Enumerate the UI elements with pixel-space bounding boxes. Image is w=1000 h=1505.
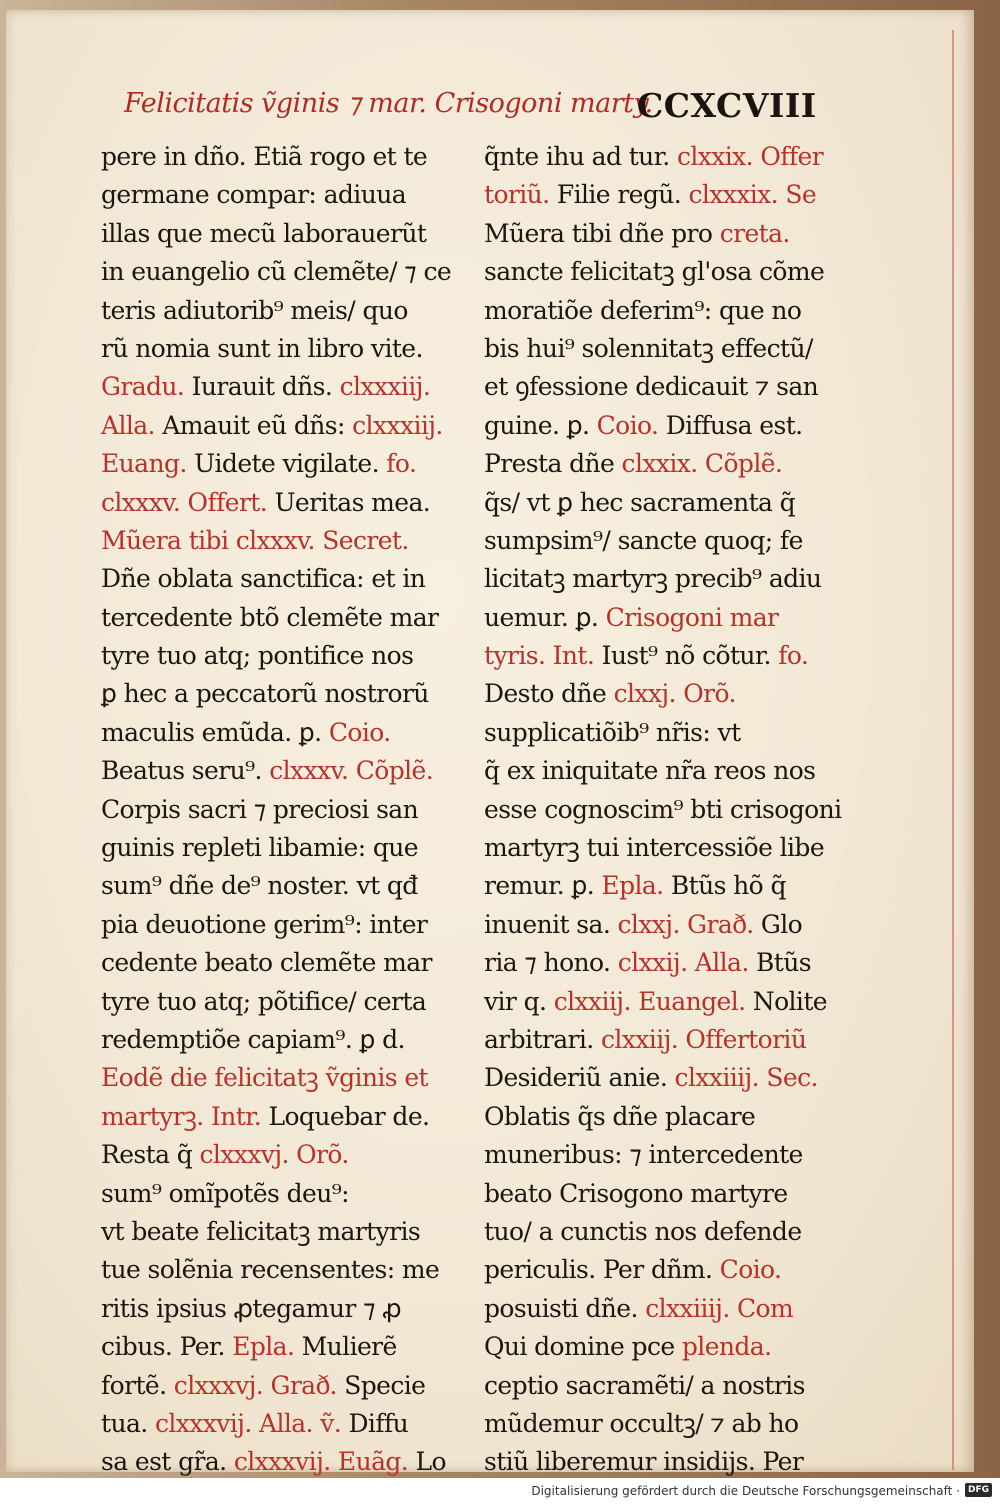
- folio-number: CCXCVIII: [637, 86, 817, 125]
- body-text: Nolite: [745, 986, 827, 1016]
- rubric-text: fo.: [778, 641, 809, 671]
- rubric-text: clxxxv. Offert.: [101, 487, 268, 517]
- body-text: ria ⁊ hono.: [484, 948, 618, 978]
- text-line: [101, 599, 441, 637]
- text-line: [484, 829, 824, 867]
- text-line: [101, 1213, 441, 1251]
- body-text: teris adiutorib⁹ meis/ quo: [101, 295, 408, 325]
- body-text: tue solẽnia recensentes: me: [101, 1255, 440, 1285]
- text-line: [101, 176, 441, 214]
- page-header: [124, 86, 824, 136]
- body-text: et ꝯfessione dedicauit ⁊ san: [484, 372, 819, 402]
- text-line: [101, 1251, 441, 1289]
- body-text: Mũera tibi dñe pro: [484, 218, 720, 248]
- body-text: tercedente btõ clemẽte mar: [101, 602, 439, 632]
- body-text: vt beate felicitatꝫ martyris: [101, 1216, 421, 1246]
- text-line: [484, 1059, 824, 1097]
- body-text: remur. ꝑ.: [484, 871, 602, 901]
- body-text: redemptiõe capiam⁹. ꝑ d.: [101, 1024, 405, 1054]
- text-line: [101, 983, 441, 1021]
- body-text: arbitrari.: [484, 1024, 601, 1054]
- rubric-text: Coio.: [596, 410, 659, 440]
- rubric-text: clxxiiij. Sec.: [674, 1063, 818, 1093]
- text-line: [101, 1367, 441, 1405]
- text-line: [101, 1136, 441, 1174]
- body-text: muneribus: ⁊ intercedente: [484, 1140, 803, 1170]
- body-text: q̃s/ vt ꝑ hec sacramenta q̃: [484, 487, 796, 517]
- body-text: Dñe oblata sanctifica: et in: [101, 564, 426, 594]
- text-line: [101, 445, 441, 483]
- text-line: [484, 560, 824, 598]
- rubric-text: clxxiij. Euangel.: [553, 986, 746, 1016]
- body-text: Amauit eũ dñs:: [154, 410, 353, 440]
- rubric-text: toriũ.: [484, 180, 550, 210]
- text-line: [484, 714, 824, 752]
- body-text: Ueritas mea.: [267, 487, 431, 517]
- body-text: Diffusa est.: [658, 410, 803, 440]
- body-text: Glo: [753, 909, 803, 939]
- text-line: [101, 407, 441, 445]
- body-text: martyrꝫ tui intercessiõe libe: [484, 833, 825, 863]
- footer-credit: Digitalisierung gefördert durch die Deutsche Forschungsgemeinschaft ·: [531, 1484, 960, 1498]
- text-line: [101, 330, 441, 368]
- text-line: [484, 253, 824, 291]
- text-line: [101, 791, 441, 829]
- text-line: [484, 599, 824, 637]
- text-line: [101, 944, 441, 982]
- text-line: [101, 1443, 446, 1481]
- rubric-text: clxxj. Orõ.: [613, 679, 736, 709]
- text-line: [101, 906, 441, 944]
- body-text: licitatꝫ martyrꝫ precib⁹ adiu: [484, 564, 822, 594]
- text-line: [484, 1136, 824, 1174]
- rubric-text: martyrꝫ. Intr.: [101, 1101, 262, 1131]
- body-text: Iust⁹ nõ cõtur.: [594, 641, 779, 671]
- body-text: tyre tuo atq; pontifice nos: [101, 641, 414, 671]
- body-text: q̃ ex iniquitate nr̃a reos nos: [484, 756, 816, 786]
- rubric-text: Epla.: [232, 1332, 295, 1362]
- rubric-text: clxxij. Alla.: [617, 948, 749, 978]
- text-line: [101, 1290, 441, 1328]
- body-text: q̃nte ihu ad tur.: [484, 142, 677, 171]
- body-text: Mulierẽ: [294, 1332, 397, 1362]
- text-line: [484, 368, 824, 406]
- body-text: pia deuotione gerim⁹: inter: [101, 909, 428, 939]
- body-text: sancte felicitatꝫ gl'osa cõme: [484, 257, 825, 287]
- text-line: [101, 560, 441, 598]
- text-line: [101, 138, 441, 176]
- rubric-text: clxxxvij. Euãg.: [233, 1447, 409, 1477]
- body-text: tuo/ a cunctis nos defende: [484, 1216, 802, 1246]
- body-text: ritis ipsius ꝓtegamur ⁊ ꝓ: [101, 1293, 402, 1323]
- text-line: [101, 215, 441, 253]
- body-text: moratiõe deferim⁹: que no: [484, 295, 802, 325]
- body-text: tua.: [101, 1408, 155, 1438]
- body-text: ceptio sacramẽti/ a nostris: [484, 1370, 805, 1400]
- body-text: vir q.: [484, 986, 554, 1016]
- rubric-text: clxxxvj. Orõ.: [199, 1140, 349, 1170]
- body-text: pere in dño. Etiã rogo et te: [101, 142, 428, 171]
- body-text: Corpis sacri ⁊ preciosi san: [101, 794, 419, 824]
- body-text: bis hui⁹ solennitatꝫ effectũ/: [484, 333, 813, 363]
- text-line: [484, 1367, 824, 1405]
- body-text: supplicatiõib⁹ nr̃is: vt: [484, 717, 741, 747]
- rubric-text: Mũera tibi: [101, 525, 236, 555]
- text-line: [484, 983, 827, 1021]
- text-line: [101, 675, 441, 713]
- body-text: Uidete vigilate.: [186, 449, 387, 479]
- text-line: [484, 1443, 824, 1481]
- text-line: [484, 484, 824, 522]
- rubric-text: clxxiij. Offertoriũ: [601, 1024, 807, 1054]
- rubric-text: clxxxv. Secret.: [235, 525, 409, 555]
- footer: [0, 1478, 1000, 1505]
- text-line: [101, 368, 441, 406]
- text-line: [101, 714, 441, 752]
- rubric-text: clxxxix. Se: [688, 180, 817, 210]
- rubric-text: creta.: [719, 218, 790, 248]
- dfg-logo-icon: DFG: [965, 1483, 992, 1497]
- text-line: [484, 1175, 824, 1213]
- body-text: Loquebar de.: [261, 1101, 430, 1131]
- body-text: Filie regũ.: [549, 180, 689, 210]
- rubric-text: Eodẽ die felicitatꝫ ṽginis et: [101, 1063, 428, 1093]
- rubric-text: Gradu.: [101, 372, 185, 402]
- text-line: [101, 484, 441, 522]
- body-text: germane compar: adiuua: [101, 180, 407, 210]
- rubric-text: plenda.: [674, 1332, 772, 1362]
- body-text: illas que mecũ laborauerũt: [101, 218, 427, 248]
- rubric-text: Epla.: [601, 871, 664, 901]
- body-text: Specie: [336, 1370, 426, 1400]
- running-title: Felicitatis ṽginis ⁊ mar. Crisogoni marty.: [124, 88, 653, 119]
- rubric-text: clxxxiij.: [352, 410, 443, 440]
- text-line: [484, 1290, 824, 1328]
- body-text: Resta q̃: [101, 1140, 200, 1170]
- body-text: sa est gr̃a.: [101, 1447, 234, 1477]
- text-line: [484, 292, 824, 330]
- body-text: stiũ liberemur insidijs. Per: [484, 1447, 804, 1477]
- body-text: Desideriũ anie.: [484, 1063, 675, 1093]
- body-text: Oblatis q̃s dñe placare: [484, 1101, 756, 1131]
- body-text: Qui domine pce: [484, 1332, 675, 1362]
- text-line: [484, 522, 824, 560]
- rubric-text: tyris. Int.: [484, 641, 595, 671]
- rubric-text: Coio.: [719, 1255, 782, 1285]
- body-text: ꝑ hec a peccatorũ nostrorũ: [101, 679, 429, 709]
- body-text: rũ nomia sunt in libro vite.: [101, 333, 423, 363]
- rubric-text: clxxiiij. Com: [645, 1293, 794, 1323]
- text-line: [484, 1098, 824, 1136]
- body-text: periculis. Per dñm.: [484, 1255, 720, 1285]
- text-line: [484, 752, 824, 790]
- text-line: [101, 1175, 441, 1213]
- text-line: [101, 292, 441, 330]
- body-text: sumpsim⁹/ sancte quoq; fe: [484, 525, 803, 555]
- body-text: Diffu: [341, 1408, 409, 1438]
- text-line: [484, 445, 824, 483]
- text-line: [101, 637, 441, 675]
- body-text: sum⁹ dñe de⁹ noster. vt qđ: [101, 871, 418, 901]
- body-text: Btũs hõ q̃: [663, 871, 786, 901]
- body-text: uemur. ꝑ.: [484, 602, 606, 632]
- rubric-text: Crisogoni mar: [605, 602, 779, 632]
- body-text: Btũs: [748, 948, 811, 978]
- body-text: Iurauit dñs.: [184, 372, 340, 402]
- rubric-text: clxxj. Grað.: [617, 909, 754, 939]
- rubric-text: clxxxiij.: [339, 372, 431, 402]
- body-text: beato Crisogono martyre: [484, 1178, 788, 1208]
- text-line: [484, 407, 824, 445]
- rubric-text: Coio.: [328, 717, 391, 747]
- rubric-text: fo.: [386, 449, 417, 479]
- left-column: [101, 138, 452, 1482]
- text-line: [484, 176, 824, 214]
- text-line: [101, 522, 441, 560]
- rubric-text: clxxxvij. Alla. ṽ.: [154, 1408, 342, 1438]
- body-text: mũdemur occultꝫ/ ⁊ ab ho: [484, 1408, 799, 1438]
- body-text: Desto dñe: [484, 679, 614, 709]
- body-text: cedente beato clemẽte mar: [101, 948, 432, 978]
- right-column: [484, 138, 842, 1482]
- text-line: [484, 675, 824, 713]
- text-line: [101, 1405, 441, 1443]
- text-line: [101, 1021, 441, 1059]
- text-line: [484, 138, 824, 176]
- rubric-text: clxxix. Cõplẽ.: [621, 449, 783, 479]
- body-text: cibus. Per.: [101, 1332, 233, 1362]
- body-text: guinis repleti libamie: que: [101, 833, 418, 863]
- body-text: Lo: [408, 1447, 446, 1477]
- text-line: [484, 1021, 824, 1059]
- body-text: maculis emũda. ꝑ.: [101, 717, 329, 747]
- text-line: [101, 1098, 441, 1136]
- text-line: [101, 867, 441, 905]
- text-line: [484, 944, 824, 982]
- rubric-text: clxxxvj. Grað.: [173, 1370, 337, 1400]
- body-text: Presta dñe: [484, 449, 622, 479]
- body-text: in euangelio cũ clemẽte/ ⁊ ce: [101, 257, 452, 287]
- text-line: [484, 906, 824, 944]
- text-line: [484, 1328, 824, 1366]
- text-line: [101, 253, 452, 291]
- body-text: Beatus seru⁹.: [101, 756, 270, 786]
- body-text: esse cognoscim⁹ bti crisogoni: [484, 794, 842, 824]
- rubric-text: clxxxv. Cõplẽ.: [269, 756, 434, 786]
- body-text: posuisti dñe.: [484, 1293, 646, 1323]
- body-text: tyre tuo atq; põtifice/ certa: [101, 986, 427, 1016]
- text-line: [484, 791, 842, 829]
- text-line: [484, 1251, 824, 1289]
- text-line: [484, 215, 824, 253]
- text-line: [484, 867, 824, 905]
- rubric-text: Euang.: [101, 449, 187, 479]
- body-text: fortẽ.: [101, 1370, 174, 1400]
- text-line: [101, 1328, 441, 1366]
- page-edge: [944, 30, 954, 1470]
- body-text: guine. ꝑ.: [484, 410, 597, 440]
- text-line: [101, 752, 441, 790]
- body-text: inuenit sa.: [484, 909, 618, 939]
- text-line: [484, 1213, 824, 1251]
- rubric-text: clxxix. Offer: [676, 142, 824, 171]
- text-line: [484, 1405, 824, 1443]
- text-line: [484, 330, 824, 368]
- text-line: [101, 1059, 441, 1097]
- text-line: [484, 637, 824, 675]
- rubric-text: Alla.: [101, 410, 155, 440]
- text-line: [101, 829, 441, 867]
- body-text: sum⁹ omĩpotẽs deu⁹:: [101, 1178, 349, 1208]
